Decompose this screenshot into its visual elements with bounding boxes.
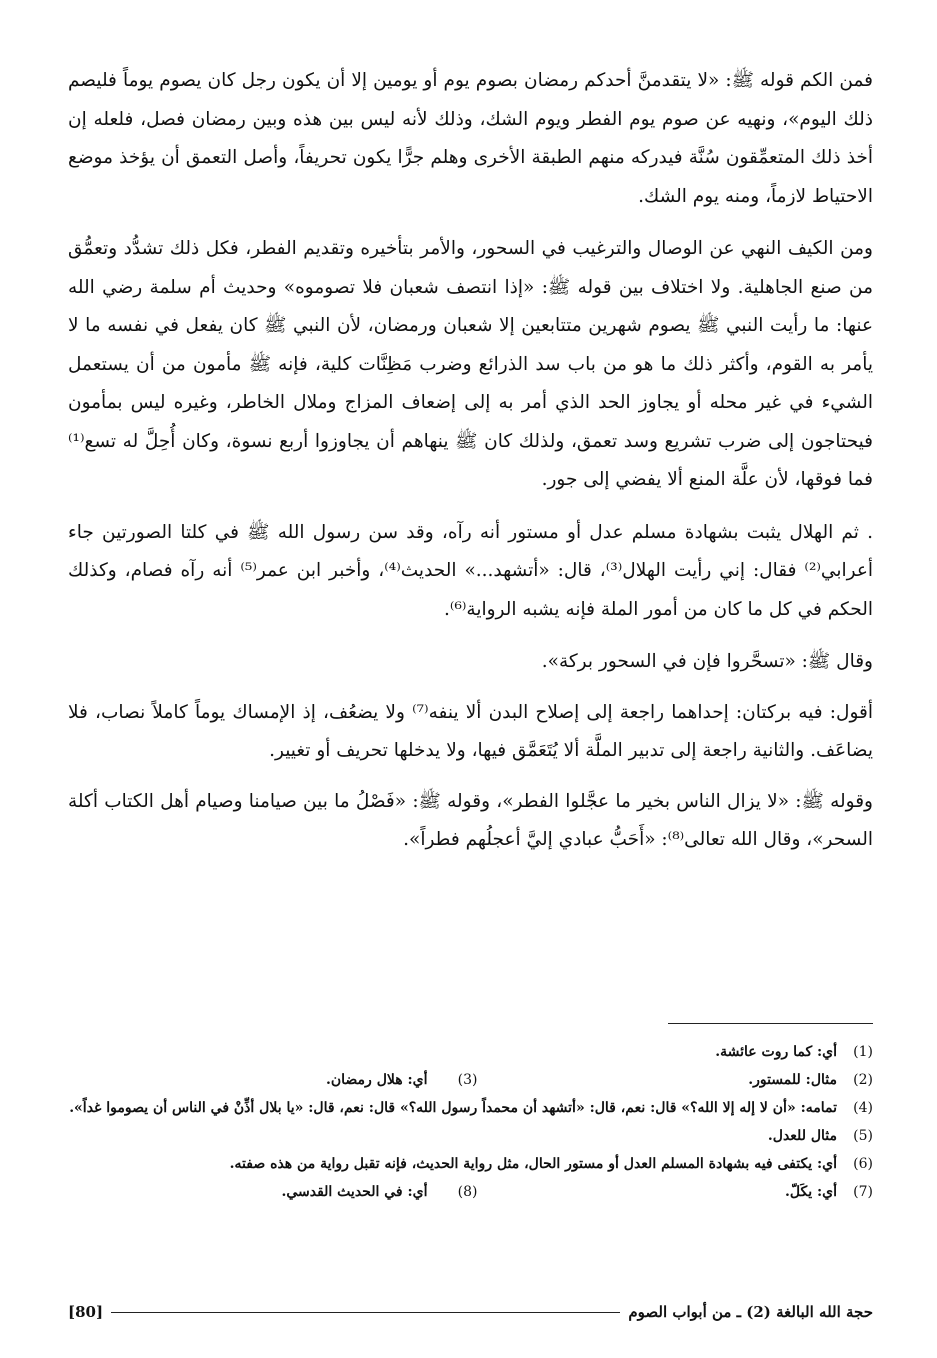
footnote-number: (5) — [853, 1128, 873, 1144]
footer-rule — [111, 1312, 620, 1313]
footnote-number: (4) — [853, 1100, 873, 1116]
footnote-number: (7) — [853, 1184, 873, 1200]
main-text — [68, 62, 873, 874]
footnote-text: مثال للعدل. — [767, 1128, 837, 1144]
page-number: [80] — [68, 1303, 104, 1321]
footnote-number: (8) — [457, 1184, 478, 1200]
paragraph: أقول: فيه بركتان: إحداهما راجعة إلى إصلاح البدن ألا ينفه⁽⁷⁾ ولا يضعُف، إذ الإمساك يوماً كاملاً نصاب، فلا يضاعَف. والثانية راجعة إلى تدبير الملَّة ألا يُتَعَمَّق فيها، ولا يدخلها تحريف أو تغيير. — [68, 701, 873, 761]
footnote — [68, 1094, 873, 1122]
footnote — [68, 1122, 873, 1150]
footnote-number: (3) — [457, 1072, 478, 1088]
footnote-text: أي: هلال رمضان. — [326, 1072, 428, 1088]
paragraph: فمن الكم قوله ﷺ: «لا يتقدمنَّ أحدكم رمضان بصوم يوم أو يومين إلا أن يكون رجل كان يصوم يوماً فليصم ذلك اليوم»، ونهيه عن صوم يوم الفطر ويوم الشك، وذلك لأنه ليس بين هذه وبين رمضان فصل، فلعله إن أخذ ذلك المتعمِّقون سُنَّة فيدركه منهم الطبقة الأخرى وهلم جرًّا يكون تحريفاً، وأصل التعمق أن يؤخذ موضع الاحتياط لازماً، ومنه يوم الشك. — [68, 70, 873, 207]
footnote-text: أي: يكتفى فيه بشهادة المسلم العدل أو مستور الحال، مثل رواية الحديث، فإنه تقبل رواية من هذه صفته. — [229, 1156, 837, 1172]
footnote-text: أي: في الحديث القدسي. — [281, 1184, 428, 1200]
footnote-text: مثال: للمستور. — [748, 1072, 837, 1088]
paragraph: . ثم الهلال يثبت بشهادة مسلم عدل أو مستور أنه رآه، وقد سن رسول الله ﷺ في كلتا الصورتين جاء أعرابي⁽²⁾ فقال: إني رأيت الهلال⁽³⁾، قال: «أتشهد...» الحديث⁽⁴⁾، وأخبر ابن عمر⁽⁵⁾ أنه رآه فصام، وكذلك الحكم في كل ما كان من أمور الملة فإنه يشبه الرواية⁽⁶⁾. — [68, 521, 873, 620]
paragraph: وقوله ﷺ: «لا يزال الناس بخير ما عجَّلوا الفطر»، وقوله ﷺ: «فَصْلُ ما بين صيامنا وصيام أهل الكتاب أكلة السحر»، وقال الله تعالى⁽⁸⁾: «أَحَبُّ عبادي إليَّ أعجلُهم فطراً». — [68, 790, 873, 850]
running-title: حجة الله البالغة (2) ـ من أبواب الصوم — [628, 1303, 873, 1321]
footnote-text: أي: يكَلّ. — [785, 1184, 837, 1200]
footnote — [68, 1150, 873, 1178]
footnote-number: (1) — [853, 1044, 873, 1060]
footnote-divider — [668, 1023, 873, 1024]
footnote-text: تمامه: «أن لا إله إلا الله؟» قال: نعم، قال: «أتشهد أن محمداً رسول الله؟» قال: نعم، قال: «يا بلال أذِّنْ في الناس أن يصوموا غداً». — [69, 1100, 837, 1116]
footnote-number: (2) — [853, 1072, 873, 1088]
footnote-text: أي: كما روت عائشة. — [715, 1044, 837, 1060]
page-footer — [68, 1303, 873, 1321]
footnote — [68, 1038, 873, 1066]
footnote-number: (6) — [853, 1156, 873, 1172]
footnotes — [68, 1038, 873, 1206]
paragraph: ومن الكيف النهي عن الوصال والترغيب في السحور، والأمر بتأخيره وتقديم الفطر، فكل ذلك تشدُّد وتعمُّق من صنع الجاهلية. ولا اختلاف بين قوله ﷺ: «إذا انتصف شعبان فلا تصوموه» وحديث أم سلمة رضي الله عنها: ما رأيت النبي ﷺ يصوم شهرين متتابعين إلا شعبان ورمضان، لأن النبي ﷺ كان يفعل في نفسه ما لا يأمر به القوم، وأكثر ذلك ما هو من باب سد الذرائع وضرب مَظِنَّات كلية، فإنه ﷺ مأمون من أن يستعمل الشيء في غير محله أو يجاوز الحد الذي أمر به إلى إضعاف المزاج وملال الخاطر، وغيره ليس بمأمون فيحتاجون إلى ضرب تشريع وسد تعمق، ولذلك كان ﷺ ينهاهم أن يجاوزوا أربع نسوة، وكان أُحِلَّ له تسع⁽¹⁾ فما فوقها، لأن علَّة المنع ألا يفضي إلى جور. — [68, 238, 873, 490]
footnote — [68, 1066, 873, 1094]
paragraph: وقال ﷺ: «تسحَّروا فإن في السحور بركة». — [541, 651, 873, 672]
footnote — [68, 1178, 873, 1206]
